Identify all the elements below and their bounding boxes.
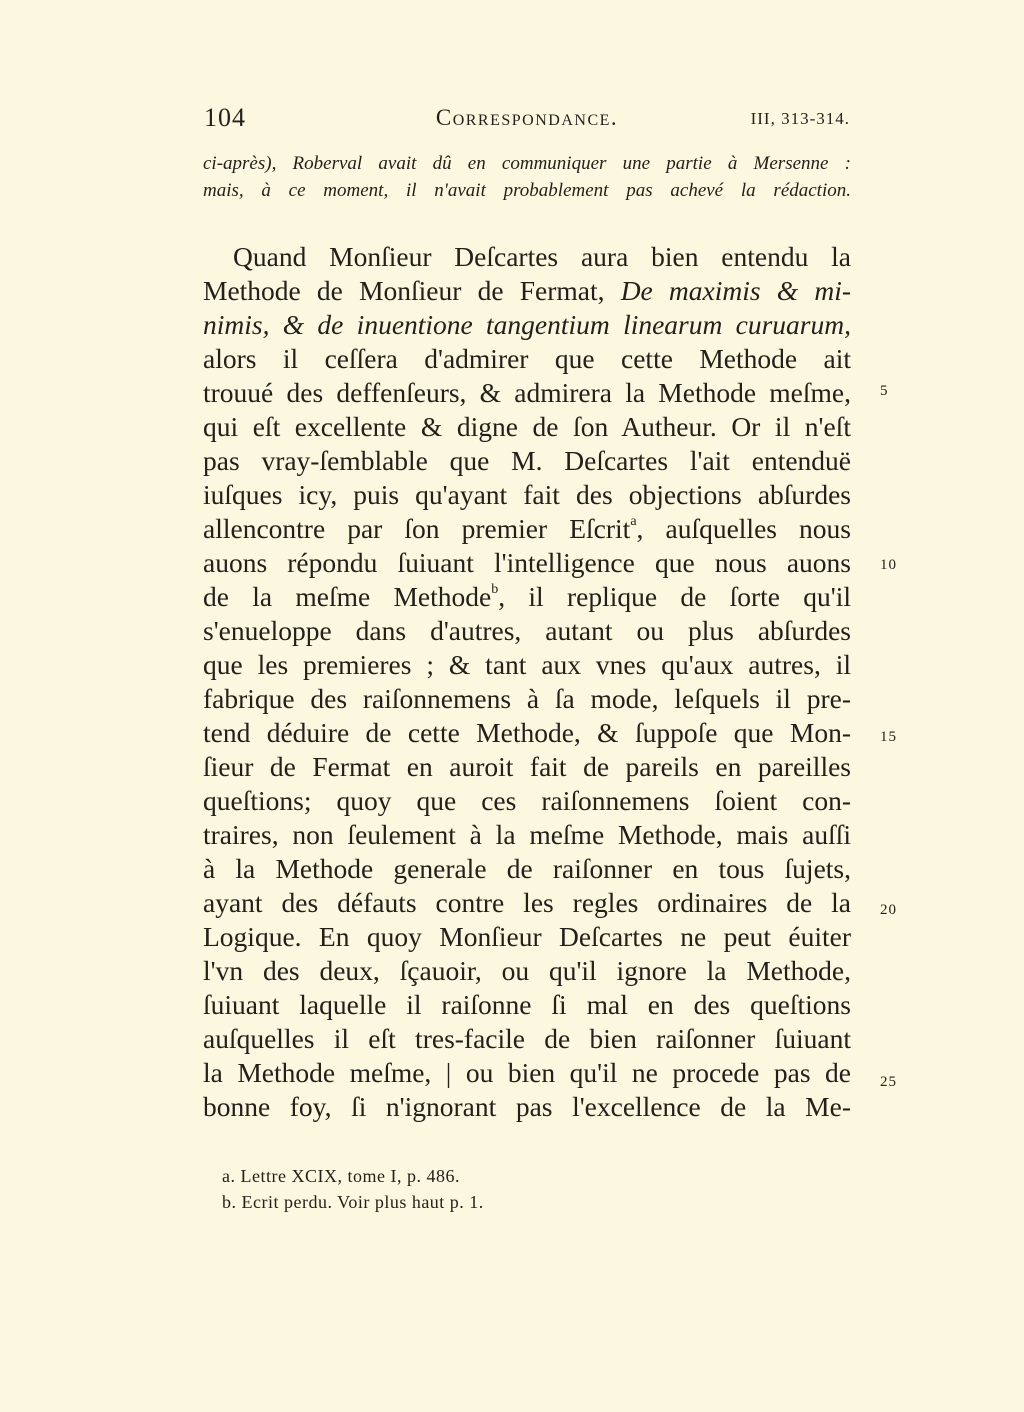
text-line [203, 988, 851, 1022]
text-line [203, 240, 851, 274]
letter-text [203, 240, 851, 1124]
text-run: ayant des défauts contre les regles ordinaires de la [203, 887, 851, 918]
text-line [203, 648, 851, 682]
line-number: 20 [880, 902, 897, 918]
footnotes [222, 1163, 822, 1215]
text-line [203, 954, 851, 988]
text-run: tend déduire de cette Methode, & ſuppoſe que Mon- [203, 717, 851, 748]
text-run: l'vn des deux, ſçauoir, ou qu'il ignore la Methode, [203, 955, 851, 986]
page-header [204, 103, 850, 137]
editor-note-line: ci-après), Roberval avait dû en communiquer une partie à Mersenne : [203, 153, 851, 174]
editor-note [203, 150, 851, 204]
text-run: trouué des deffenſeurs, & admirera la Methode meſme, [203, 377, 851, 408]
line-number: 10 [880, 557, 897, 573]
text-line [203, 784, 851, 818]
text-line [203, 308, 851, 342]
footnote-b: b. Ecrit perdu. Voir plus haut p. 1. [222, 1192, 484, 1212]
text-run: Methode de Monſieur de Fermat, [203, 275, 621, 306]
text-run: s'enueloppe dans d'autres, autant ou plus abſurdes [203, 615, 851, 646]
text-line [203, 920, 851, 954]
text-run: allencontre par ſon premier Eſcrit [203, 513, 631, 544]
page-reference: III, 313-314. [750, 109, 850, 128]
text-run: que les premieres ; & tant aux vnes qu'aux autres, il [203, 649, 851, 680]
text-line [203, 682, 851, 716]
text-run: , il replique de ſorte qu'il [498, 581, 852, 612]
text-line [203, 818, 851, 852]
running-title: Correspondance. [435, 105, 619, 130]
text-line [203, 750, 851, 784]
editor-note-line: mais, à ce moment, il n'avait probablement pas achevé la rédaction. [203, 180, 851, 201]
text-line [203, 274, 851, 308]
text-line [203, 478, 851, 512]
text-run: traires, non ſeulement à la meſme Methode, mais auſſi [203, 819, 851, 850]
text-line [203, 376, 851, 410]
text-run: de la meſme Methode [203, 581, 492, 612]
text-run: fabrique des raiſonnemens à ſa mode, leſquels il pre- [203, 683, 851, 714]
text-run: , auſquelles nous [636, 513, 851, 544]
text-run: Logique. En quoy Monſieur Deſcartes ne peut éuiter [203, 921, 851, 952]
text-line [203, 410, 851, 444]
text-line [203, 580, 851, 614]
text-line [203, 716, 851, 750]
text-run: bonne foy, ſi n'ignorant pas l'excellence de la Me- [203, 1091, 851, 1122]
text-run: ſieur de Fermat en auroit fait de pareils en pareilles [203, 751, 851, 782]
text-line [203, 852, 851, 886]
line-number: 5 [880, 383, 889, 399]
page-number: 104 [204, 103, 246, 132]
line-number: 25 [880, 1074, 897, 1090]
text-run: ſuiuant laquelle il raiſonne ſi mal en des queſtions [203, 989, 851, 1020]
text-line [203, 444, 851, 478]
text-run: auons répondu ſuiuant l'intelligence que nous auons [203, 547, 851, 578]
text-line [203, 512, 851, 546]
italic-title: nimis, & de inuentione tangentium linearum curuarum, [203, 309, 851, 340]
text-line [203, 614, 851, 648]
footnote-marker: a [630, 514, 637, 529]
text-run: Quand Monſieur Deſcartes aura bien entendu la [233, 241, 851, 272]
text-line [203, 1056, 851, 1090]
footnote-marker: b [491, 582, 499, 597]
text-run: qui eſt excellente & digne de ſon Autheur. Or il n'eſt [203, 411, 851, 442]
text-run: auſquelles il eſt tres-facile de bien raiſonner ſuiuant [203, 1023, 851, 1054]
footnote-a: a. Lettre XCIX, tome I, p. 486. [222, 1166, 460, 1186]
text-run: alors il ceſſera d'admirer que cette Methode ait [203, 343, 851, 374]
italic-title: De maximis & mi- [620, 275, 851, 306]
text-run: pas vray-ſemblable que M. Deſcartes l'ait entenduë [203, 445, 851, 476]
text-run: la Methode meſme, | ou bien qu'il ne procede pas de [203, 1057, 851, 1088]
text-line [203, 886, 851, 920]
text-line [203, 1090, 851, 1124]
text-line [203, 546, 851, 580]
text-run: queſtions; quoy que ces raiſonnemens ſoient con- [203, 785, 851, 816]
text-line [203, 1022, 851, 1056]
text-line [203, 342, 851, 376]
text-run: à la Methode generale de raiſonner en tous ſujets, [203, 853, 851, 884]
text-run: iuſques icy, puis qu'ayant fait des objections abſurdes [203, 479, 851, 510]
line-number: 15 [880, 729, 897, 745]
